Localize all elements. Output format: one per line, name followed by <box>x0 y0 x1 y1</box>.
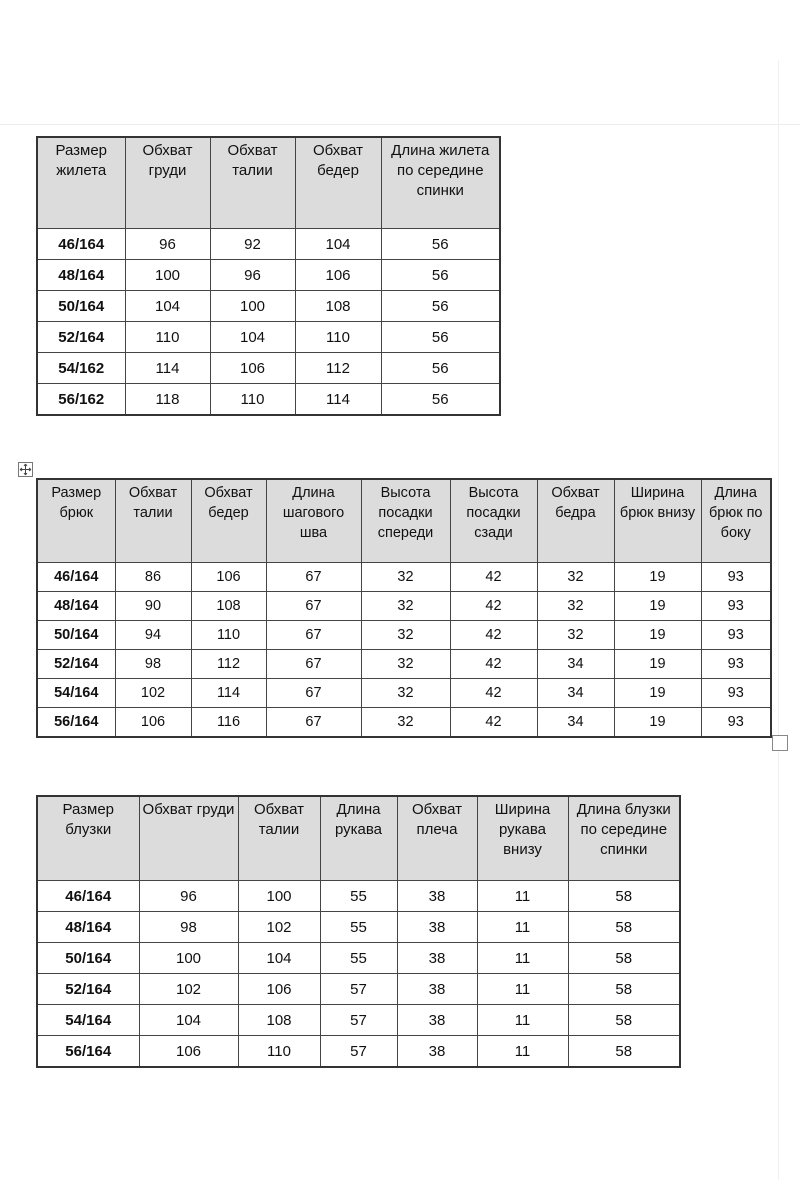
header-cell[interactable]: Обхват талии <box>115 479 191 563</box>
table-cell[interactable]: 116 <box>191 708 266 738</box>
table-cell[interactable]: 56 <box>381 322 500 353</box>
table-cell[interactable]: 92 <box>210 229 295 260</box>
table-cell[interactable]: 55 <box>320 881 397 912</box>
table-move-handle-icon[interactable] <box>18 462 33 477</box>
table-cell[interactable]: 32 <box>361 592 450 621</box>
table-row <box>37 563 771 592</box>
table-cell[interactable]: 58 <box>568 1036 680 1068</box>
header-cell[interactable]: Размер брюк <box>37 479 115 563</box>
table-cell[interactable]: 114 <box>191 679 266 708</box>
size-cell[interactable]: 48/164 <box>37 592 115 621</box>
table-cell[interactable]: 106 <box>139 1036 238 1068</box>
table-cell[interactable]: 98 <box>115 650 191 679</box>
table-cell[interactable]: 100 <box>210 291 295 322</box>
table-cell[interactable]: 100 <box>238 881 320 912</box>
table-cell[interactable]: 102 <box>238 912 320 943</box>
table-row <box>37 912 680 943</box>
table-cell[interactable]: 55 <box>320 912 397 943</box>
table-cell[interactable]: 67 <box>266 563 361 592</box>
header-cell[interactable]: Длина шагового шва <box>266 479 361 563</box>
table-cell[interactable]: 58 <box>568 1005 680 1036</box>
table-cell[interactable]: 11 <box>477 974 568 1005</box>
page-edge-line <box>0 124 800 125</box>
size-cell[interactable]: 48/164 <box>37 912 139 943</box>
table-cell[interactable]: 38 <box>397 881 477 912</box>
table-cell[interactable]: 67 <box>266 679 361 708</box>
size-cell[interactable]: 46/164 <box>37 881 139 912</box>
size-cell[interactable]: 52/164 <box>37 650 115 679</box>
size-cell[interactable]: 54/164 <box>37 1005 139 1036</box>
table-cell[interactable]: 110 <box>191 621 266 650</box>
table-cell[interactable]: 32 <box>361 563 450 592</box>
table-cell[interactable]: 106 <box>295 260 381 291</box>
header-cell[interactable]: Обхват бедра <box>537 479 614 563</box>
table-row <box>37 621 771 650</box>
table-cell[interactable]: 58 <box>568 974 680 1005</box>
table-cell[interactable]: 11 <box>477 1005 568 1036</box>
header-cell[interactable]: Длина жилета по середине спинки <box>381 137 500 229</box>
size-cell[interactable]: 50/164 <box>37 291 125 322</box>
size-cell[interactable]: 46/164 <box>37 563 115 592</box>
table-cell[interactable]: 58 <box>568 881 680 912</box>
header-cell[interactable]: Ширина рукава внизу <box>477 796 568 881</box>
table-row <box>37 353 500 384</box>
table-cell[interactable]: 57 <box>320 974 397 1005</box>
header-cell[interactable]: Ширина брюк внизу <box>614 479 701 563</box>
table-row <box>37 1036 680 1068</box>
table-cell[interactable]: 93 <box>701 621 771 650</box>
table-cell[interactable]: 108 <box>191 592 266 621</box>
table-cell[interactable]: 38 <box>397 1036 477 1068</box>
header-cell[interactable]: Обхват талии <box>238 796 320 881</box>
table-cell[interactable]: 58 <box>568 912 680 943</box>
table-cell[interactable]: 93 <box>701 650 771 679</box>
table-cell[interactable]: 104 <box>139 1005 238 1036</box>
table-cell[interactable]: 104 <box>295 229 381 260</box>
size-cell[interactable]: 54/164 <box>37 679 115 708</box>
header-cell[interactable]: Обхват бедер <box>295 137 381 229</box>
table-cell[interactable]: 98 <box>139 912 238 943</box>
size-cell[interactable]: 56/162 <box>37 384 125 416</box>
vest-size-table <box>36 136 501 416</box>
table-cell[interactable]: 93 <box>701 592 771 621</box>
table-cell[interactable]: 93 <box>701 563 771 592</box>
table-cell[interactable]: 11 <box>477 912 568 943</box>
header-cell[interactable]: Обхват бедер <box>191 479 266 563</box>
table-cell[interactable]: 104 <box>210 322 295 353</box>
table-header-row <box>37 137 500 229</box>
table-cell[interactable]: 106 <box>191 563 266 592</box>
table-cell[interactable]: 19 <box>614 592 701 621</box>
table-cell[interactable]: 19 <box>614 621 701 650</box>
table-cell[interactable]: 90 <box>115 592 191 621</box>
table-row <box>37 974 680 1005</box>
table-cell[interactable]: 67 <box>266 650 361 679</box>
table-cell[interactable]: 56 <box>381 353 500 384</box>
table-cell[interactable]: 114 <box>295 384 381 416</box>
size-cell[interactable]: 52/164 <box>37 322 125 353</box>
header-cell[interactable]: Обхват талии <box>210 137 295 229</box>
header-cell[interactable]: Размер блузки <box>37 796 139 881</box>
table-cell[interactable]: 86 <box>115 563 191 592</box>
table-cell[interactable]: 67 <box>266 621 361 650</box>
table-cell[interactable]: 38 <box>397 912 477 943</box>
table-cell[interactable]: 32 <box>361 708 450 738</box>
size-cell[interactable]: 54/162 <box>37 353 125 384</box>
header-cell[interactable]: Длина брюк по боку <box>701 479 771 563</box>
size-cell[interactable]: 50/164 <box>37 621 115 650</box>
table-cell[interactable]: 112 <box>191 650 266 679</box>
table-cell[interactable]: 42 <box>450 708 537 738</box>
table-cell[interactable]: 112 <box>295 353 381 384</box>
table-row <box>37 229 500 260</box>
table-cell[interactable]: 58 <box>568 943 680 974</box>
table-cell[interactable]: 19 <box>614 650 701 679</box>
size-cell[interactable]: 48/164 <box>37 260 125 291</box>
header-cell[interactable]: Высота посадки спереди <box>361 479 450 563</box>
table-cell[interactable]: 42 <box>450 563 537 592</box>
table-cell[interactable]: 110 <box>238 1036 320 1068</box>
table-cell[interactable]: 102 <box>115 679 191 708</box>
table-header-row <box>37 479 771 563</box>
table-cell[interactable]: 114 <box>125 353 210 384</box>
table-row <box>37 650 771 679</box>
header-cell[interactable]: Обхват груди <box>139 796 238 881</box>
blouse-size-table <box>36 795 681 1068</box>
table-cell[interactable]: 67 <box>266 592 361 621</box>
size-cell[interactable]: 50/164 <box>37 943 139 974</box>
table-cell[interactable]: 11 <box>477 881 568 912</box>
table-cell[interactable]: 56 <box>381 229 500 260</box>
header-cell[interactable]: Размер жилета <box>37 137 125 229</box>
table-cell[interactable]: 32 <box>361 650 450 679</box>
table-cell[interactable]: 56 <box>381 260 500 291</box>
table-row <box>37 260 500 291</box>
table-row <box>37 322 500 353</box>
table-cell[interactable]: 93 <box>701 679 771 708</box>
table-row <box>37 384 500 416</box>
table-cell[interactable]: 104 <box>238 943 320 974</box>
table-cell[interactable]: 42 <box>450 650 537 679</box>
table-cell[interactable]: 93 <box>701 708 771 738</box>
table-row <box>37 679 771 708</box>
header-cell[interactable]: Высота посадки сзади <box>450 479 537 563</box>
table-cell[interactable]: 67 <box>266 708 361 738</box>
table-cell[interactable]: 100 <box>139 943 238 974</box>
table-cell[interactable]: 55 <box>320 943 397 974</box>
size-cell[interactable]: 52/164 <box>37 974 139 1005</box>
size-cell[interactable]: 46/164 <box>37 229 125 260</box>
table-cell[interactable]: 110 <box>210 384 295 416</box>
table-cell[interactable]: 108 <box>238 1005 320 1036</box>
table-cell[interactable]: 118 <box>125 384 210 416</box>
table-cell[interactable]: 42 <box>450 679 537 708</box>
table-cell[interactable]: 32 <box>361 679 450 708</box>
header-cell[interactable]: Длина рукава <box>320 796 397 881</box>
table-cell[interactable]: 96 <box>139 881 238 912</box>
table-cell[interactable]: 106 <box>238 974 320 1005</box>
table-cell[interactable]: 57 <box>320 1005 397 1036</box>
table-cell[interactable]: 19 <box>614 679 701 708</box>
table-cell[interactable]: 106 <box>115 708 191 738</box>
page-right-margin-line <box>778 60 779 1180</box>
table-cell[interactable]: 38 <box>397 943 477 974</box>
table-header-row <box>37 796 680 881</box>
table-cell[interactable]: 11 <box>477 943 568 974</box>
size-cell[interactable]: 56/164 <box>37 708 115 738</box>
table-cell[interactable]: 96 <box>125 229 210 260</box>
table-cell[interactable]: 42 <box>450 621 537 650</box>
table-row <box>37 708 771 738</box>
table-cell[interactable]: 108 <box>295 291 381 322</box>
table-cell[interactable]: 32 <box>537 621 614 650</box>
header-cell[interactable]: Обхват груди <box>125 137 210 229</box>
table-resize-handle[interactable] <box>772 735 788 751</box>
table-cell[interactable]: 19 <box>614 563 701 592</box>
table-cell[interactable]: 56 <box>381 384 500 416</box>
table-cell[interactable]: 38 <box>397 1005 477 1036</box>
table-cell[interactable]: 32 <box>537 592 614 621</box>
table-cell[interactable]: 56 <box>381 291 500 322</box>
table-cell[interactable]: 96 <box>210 260 295 291</box>
trousers-size-table <box>36 478 772 738</box>
table-row <box>37 881 680 912</box>
table-cell[interactable]: 100 <box>125 260 210 291</box>
table-cell[interactable]: 38 <box>397 974 477 1005</box>
table-cell[interactable]: 110 <box>125 322 210 353</box>
table-cell[interactable]: 42 <box>450 592 537 621</box>
table-cell[interactable]: 34 <box>537 650 614 679</box>
table-cell[interactable]: 19 <box>614 708 701 738</box>
table-row <box>37 592 771 621</box>
header-cell[interactable]: Длина блузки по середине спинки <box>568 796 680 881</box>
table-cell[interactable]: 11 <box>477 1036 568 1068</box>
header-cell[interactable]: Обхват плеча <box>397 796 477 881</box>
table-row <box>37 943 680 974</box>
table-cell[interactable]: 110 <box>295 322 381 353</box>
table-cell[interactable]: 34 <box>537 679 614 708</box>
table-cell[interactable]: 104 <box>125 291 210 322</box>
table-cell[interactable]: 34 <box>537 708 614 738</box>
table-cell[interactable]: 102 <box>139 974 238 1005</box>
table-row <box>37 1005 680 1036</box>
table-cell[interactable]: 32 <box>537 563 614 592</box>
table-cell[interactable]: 94 <box>115 621 191 650</box>
table-cell[interactable]: 57 <box>320 1036 397 1068</box>
table-cell[interactable]: 106 <box>210 353 295 384</box>
table-row <box>37 291 500 322</box>
size-cell[interactable]: 56/164 <box>37 1036 139 1068</box>
table-cell[interactable]: 32 <box>361 621 450 650</box>
